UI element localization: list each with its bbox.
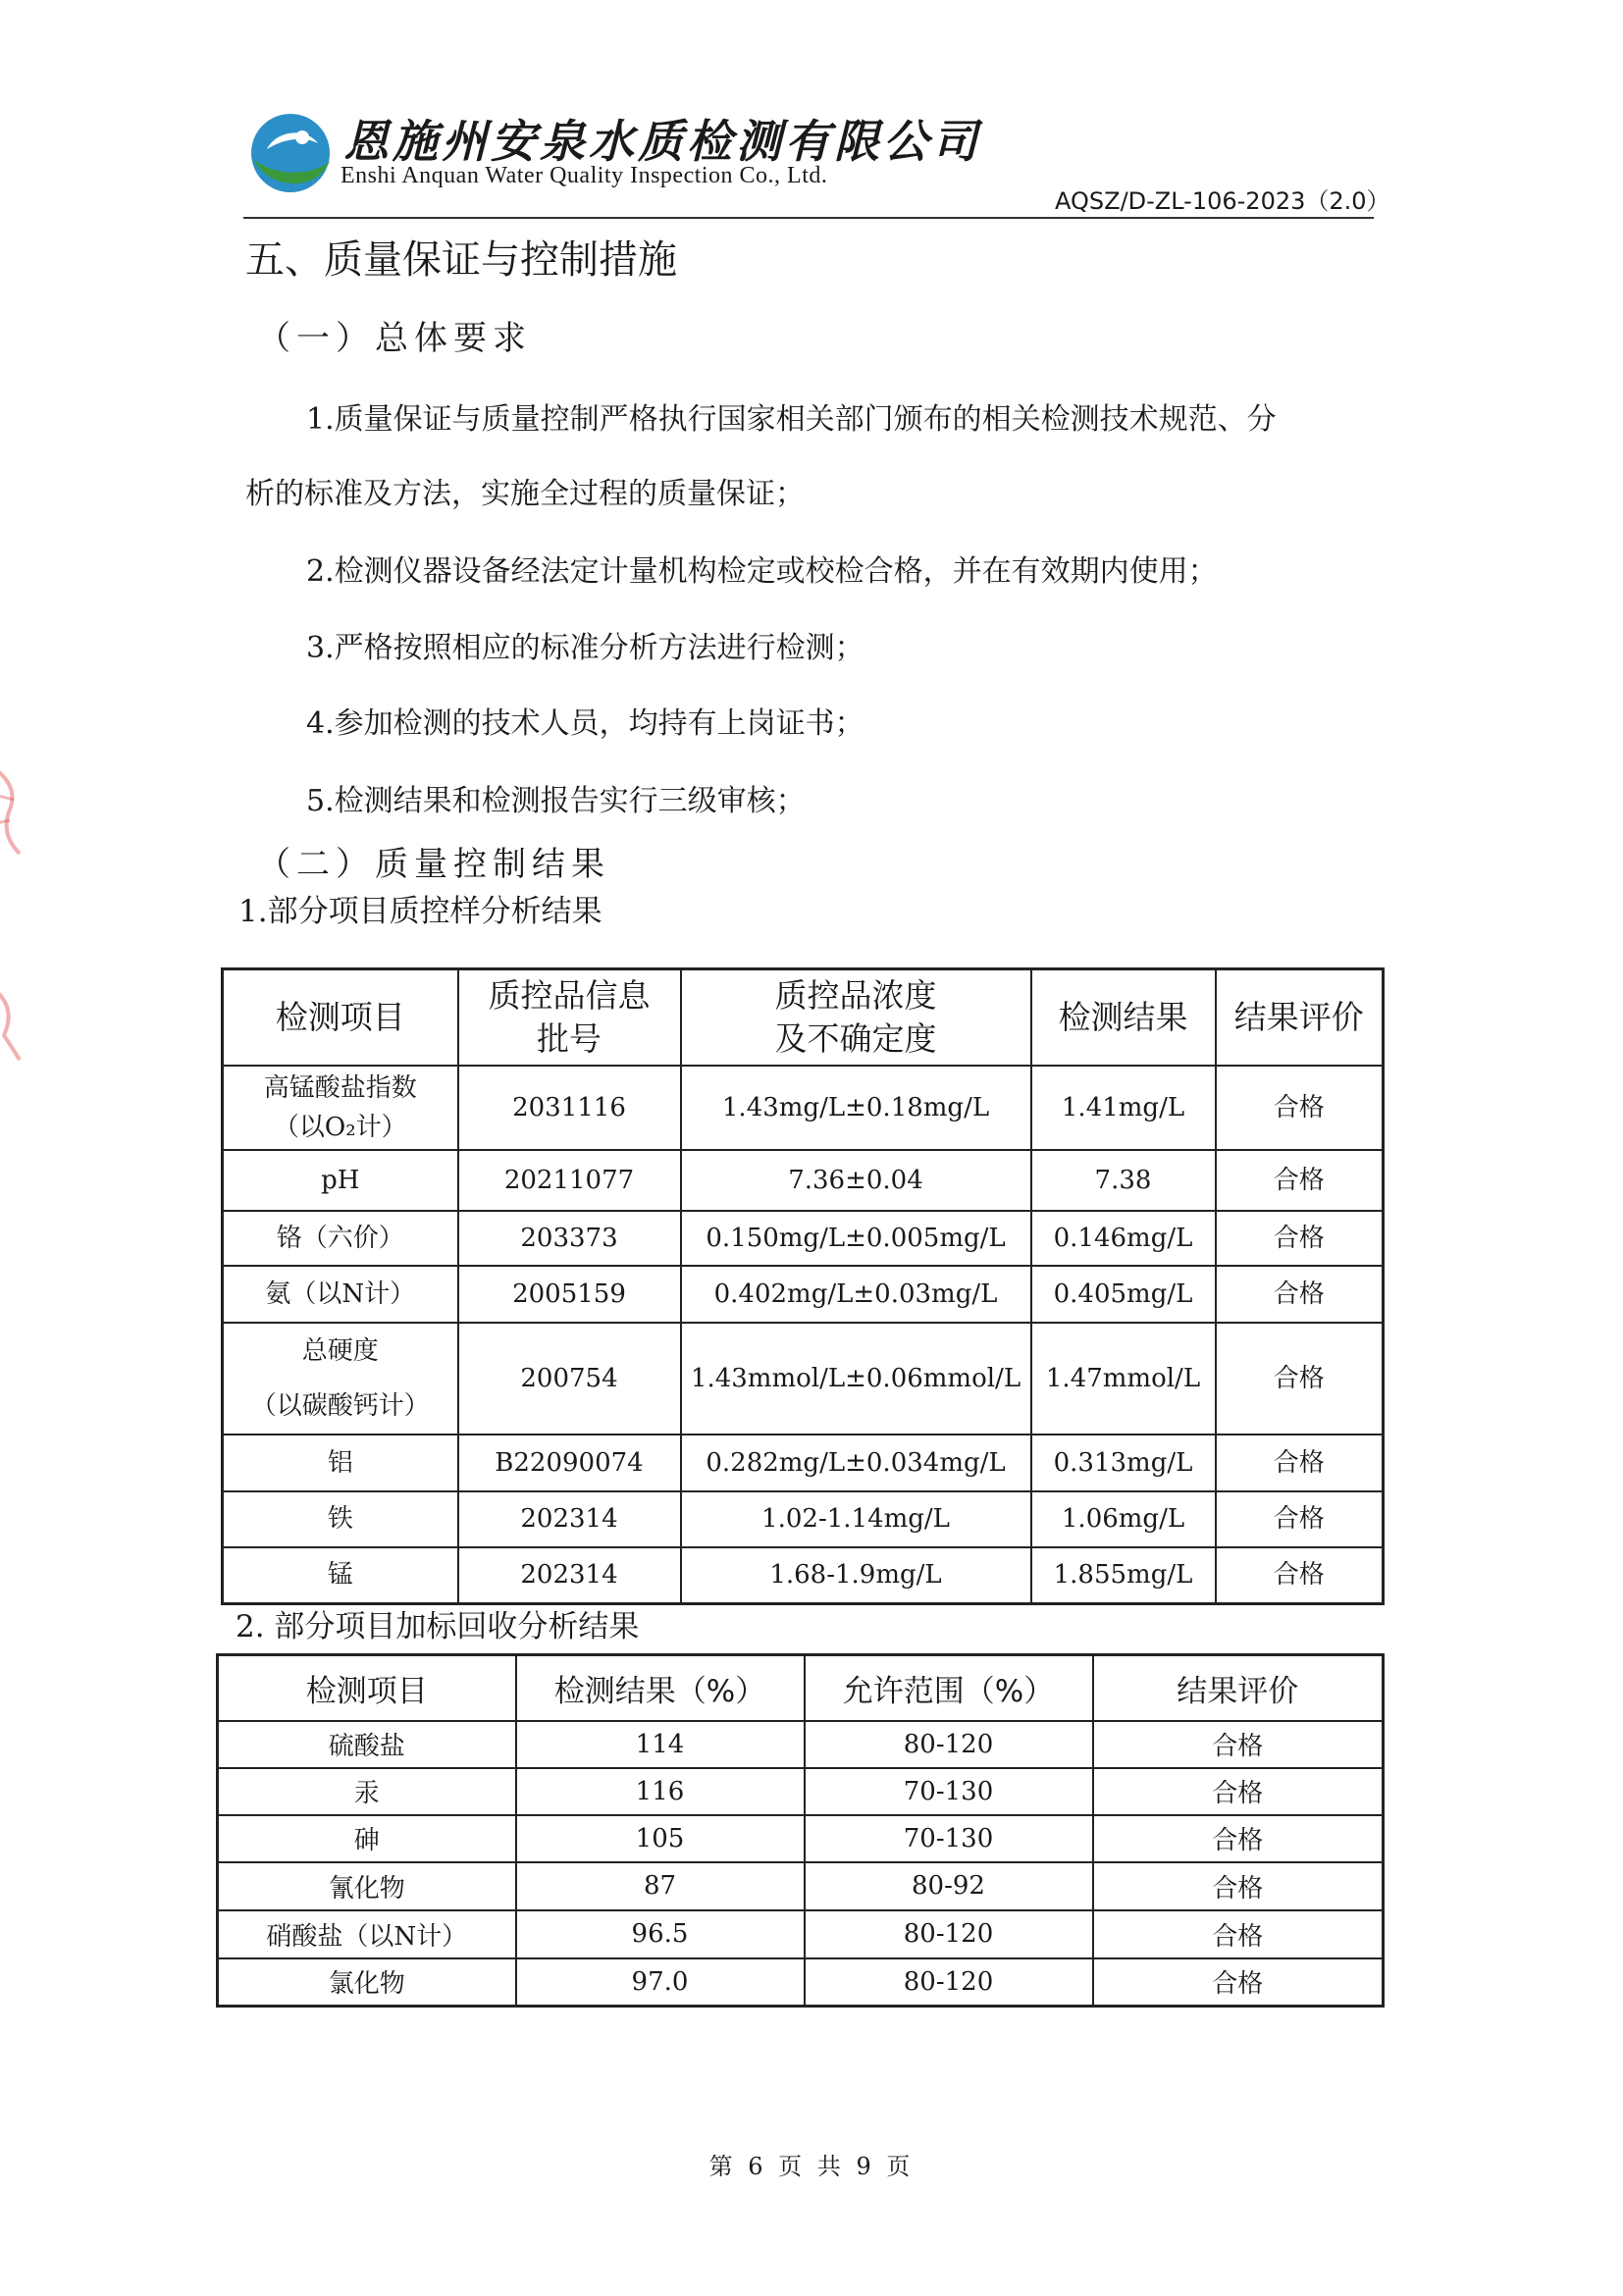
cell-concentration: 0.282mg/L±0.034mg/L	[681, 1435, 1031, 1491]
document-code: AQSZ/D-ZL-106-2023（2.0）	[1055, 187, 1390, 215]
cell-range: 80-120	[805, 1958, 1093, 2007]
cell-item: 总硬度 （以碳酸钙计）	[223, 1323, 458, 1435]
cell-result: 116	[516, 1768, 805, 1815]
requirement-1-line-1: 1.质量保证与质量控制严格执行国家相关部门颁布的相关检测技术规范、分	[306, 402, 1277, 437]
cell-evaluation: 合格	[1216, 1066, 1384, 1150]
cell-item: 硝酸盐（以N计）	[218, 1910, 516, 1958]
cell-concentration: 0.150mg/L±0.005mg/L	[681, 1211, 1031, 1266]
cell-batch: 202314	[458, 1547, 681, 1604]
cell-item: 高锰酸盐指数 （以O₂计）	[223, 1066, 458, 1150]
cell-concentration: 0.402mg/L±0.03mg/L	[681, 1266, 1031, 1323]
cell-result: 1.47mmol/L	[1031, 1323, 1216, 1435]
cell-range: 70-130	[805, 1815, 1093, 1862]
requirement-4: 4.参加检测的技术人员，均持有上岗证书；	[306, 706, 864, 741]
cell-evaluation: 合格	[1093, 1721, 1384, 1768]
table-row	[223, 1266, 1384, 1323]
cell-item: 铝	[223, 1435, 458, 1491]
table-row	[218, 1862, 1384, 1910]
cell-item: 氨（以N计）	[223, 1266, 458, 1323]
general-requirements-heading: （一）总体要求	[257, 319, 532, 358]
cell-batch: 2005159	[458, 1266, 681, 1323]
cell-item: 硫酸盐	[218, 1721, 516, 1768]
cell-evaluation: 合格	[1093, 1910, 1384, 1958]
cell-item: 汞	[218, 1768, 516, 1815]
cell-evaluation: 合格	[1216, 1491, 1384, 1547]
seal-fragment-icon	[0, 966, 33, 1065]
col-header-batch: 质控品信息 批号	[458, 969, 681, 1066]
page-footer: 第 6 页 共 9 页	[708, 2153, 915, 2180]
table-row	[218, 1721, 1384, 1768]
col-header-evaluation: 结果评价	[1216, 969, 1384, 1066]
cell-concentration: 1.43mmol/L±0.06mmol/L	[681, 1323, 1031, 1435]
cell-batch: 20211077	[458, 1150, 681, 1211]
cell-evaluation: 合格	[1093, 1815, 1384, 1862]
cell-evaluation: 合格	[1093, 1862, 1384, 1910]
cell-batch: 203373	[458, 1211, 681, 1266]
cell-evaluation: 合格	[1216, 1323, 1384, 1435]
col-header-result: 检测结果	[1031, 969, 1216, 1066]
cell-evaluation: 合格	[1216, 1547, 1384, 1604]
cell-item: 氰化物	[218, 1862, 516, 1910]
table-header-row	[218, 1655, 1384, 1721]
requirement-2: 2.检测仪器设备经法定计量机构检定或校检合格，并在有效期内使用；	[306, 554, 1218, 589]
section-title: 五、质量保证与控制措施	[245, 237, 677, 283]
table-row	[223, 1211, 1384, 1266]
cell-concentration: 1.02-1.14mg/L	[681, 1491, 1031, 1547]
cell-batch: 200754	[458, 1323, 681, 1435]
cell-item: pH	[223, 1150, 458, 1211]
cell-concentration: 1.43mg/L±0.18mg/L	[681, 1066, 1031, 1150]
cell-range: 80-120	[805, 1721, 1093, 1768]
seal-fragment-icon	[0, 756, 33, 863]
table-row	[218, 1910, 1384, 1958]
cell-item: 锰	[223, 1547, 458, 1604]
table-row	[223, 1435, 1384, 1491]
cell-range: 80-120	[805, 1910, 1093, 1958]
cell-result: 7.38	[1031, 1150, 1216, 1211]
table2-title: 2. 部分项目加标回收分析结果	[236, 1609, 640, 1644]
requirement-3: 3.严格按照相应的标准分析方法进行检测；	[306, 631, 864, 665]
cell-item: 铁	[223, 1491, 458, 1547]
table-row	[223, 1547, 1384, 1604]
requirement-1-line-2: 析的标准及方法，实施全过程的质量保证；	[245, 477, 805, 511]
table-row	[218, 1815, 1384, 1862]
table-row	[223, 1066, 1384, 1150]
company-name-en: Enshi Anquan Water Quality Inspection Co., Ltd.	[340, 163, 828, 188]
cell-evaluation: 合格	[1093, 1958, 1384, 2007]
table-row	[223, 1491, 1384, 1547]
table-row	[223, 1150, 1384, 1211]
cell-result: 0.313mg/L	[1031, 1435, 1216, 1491]
company-name-cn: 恩施州安泉水质检测有限公司	[343, 115, 981, 168]
cell-result: 1.855mg/L	[1031, 1547, 1216, 1604]
cell-item: 铬（六价）	[223, 1211, 458, 1266]
cell-batch: B22090074	[458, 1435, 681, 1491]
cell-result: 96.5	[516, 1910, 805, 1958]
cell-batch: 202314	[458, 1491, 681, 1547]
cell-result: 114	[516, 1721, 805, 1768]
qc-results-heading: （二）质量控制结果	[257, 845, 610, 884]
cell-result: 0.146mg/L	[1031, 1211, 1216, 1266]
cell-concentration: 7.36±0.04	[681, 1150, 1031, 1211]
col-header-evaluation: 结果评价	[1093, 1655, 1384, 1721]
spike-recovery-table	[216, 1653, 1385, 2008]
cell-evaluation: 合格	[1216, 1150, 1384, 1211]
col-header-range: 允许范围（%）	[805, 1655, 1093, 1721]
cell-result: 97.0	[516, 1958, 805, 2007]
cell-evaluation: 合格	[1093, 1768, 1384, 1815]
cell-result: 1.06mg/L	[1031, 1491, 1216, 1547]
cell-evaluation: 合格	[1216, 1211, 1384, 1266]
col-header-result: 检测结果（%）	[516, 1655, 805, 1721]
cell-range: 70-130	[805, 1768, 1093, 1815]
table-row	[223, 1323, 1384, 1435]
qc-sample-table	[221, 967, 1385, 1605]
col-header-item: 检测项目	[218, 1655, 516, 1721]
cell-item: 砷	[218, 1815, 516, 1862]
cell-result: 0.405mg/L	[1031, 1266, 1216, 1323]
table1-title: 1.部分项目质控样分析结果	[238, 894, 602, 929]
table-row	[218, 1768, 1384, 1815]
company-logo-icon	[247, 110, 334, 196]
cell-range: 80-92	[805, 1862, 1093, 1910]
cell-result: 1.41mg/L	[1031, 1066, 1216, 1150]
cell-result: 87	[516, 1862, 805, 1910]
col-header-concentration: 质控品浓度 及不确定度	[681, 969, 1031, 1066]
table-row	[218, 1958, 1384, 2007]
cell-evaluation: 合格	[1216, 1435, 1384, 1491]
cell-item: 氯化物	[218, 1958, 516, 2007]
requirement-5: 5.检测结果和检测报告实行三级审核；	[306, 784, 806, 818]
cell-evaluation: 合格	[1216, 1266, 1384, 1323]
cell-batch: 2031116	[458, 1066, 681, 1150]
col-header-item: 检测项目	[223, 969, 458, 1066]
cell-concentration: 1.68-1.9mg/L	[681, 1547, 1031, 1604]
cell-result: 105	[516, 1815, 805, 1862]
table-header-row	[223, 969, 1384, 1066]
header-divider	[243, 217, 1374, 219]
